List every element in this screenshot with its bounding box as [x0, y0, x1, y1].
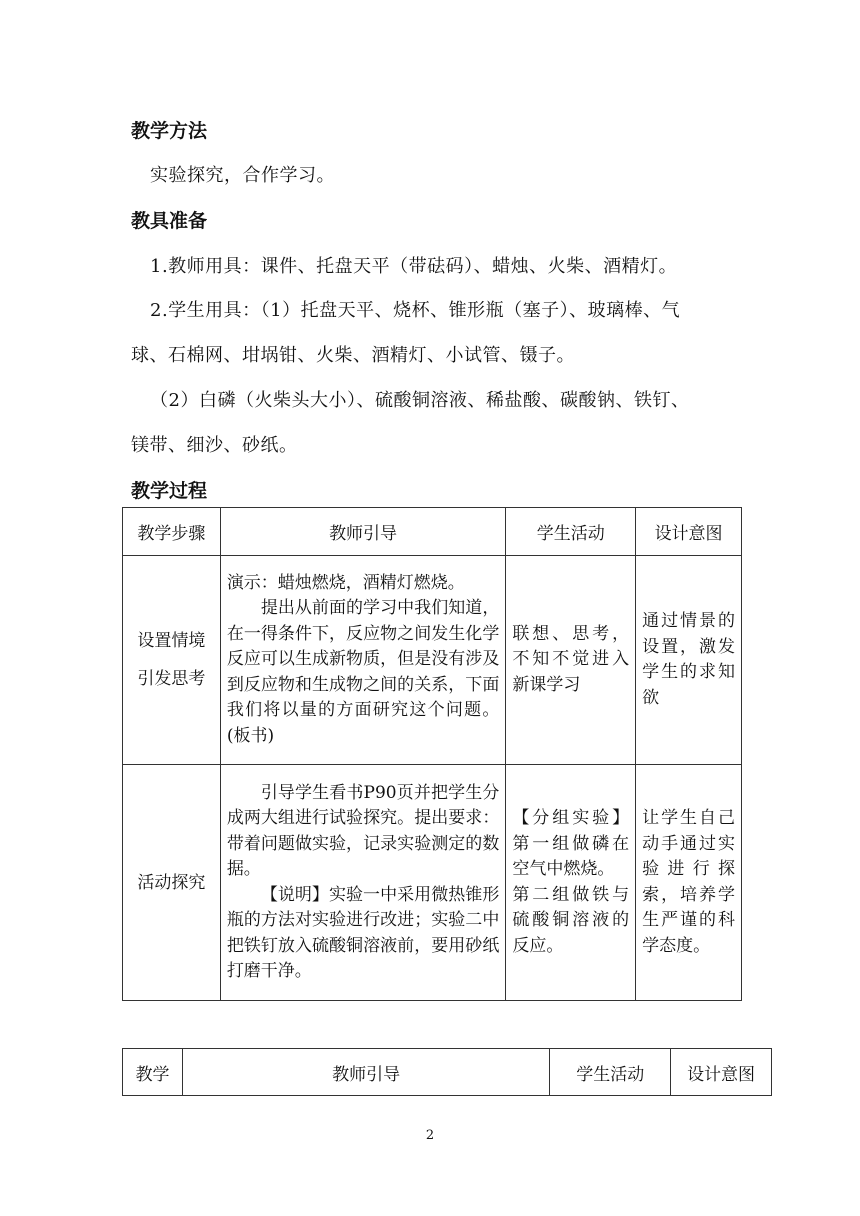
header-intent: 设计意图: [671, 1049, 772, 1096]
header-student: 学生活动: [550, 1049, 671, 1096]
header-intent: 设计意图: [636, 508, 742, 556]
teacher-cell: [220, 556, 506, 765]
page-number: 2: [425, 1128, 435, 1143]
table-header-row: [123, 508, 742, 556]
step-cell: [123, 556, 221, 765]
intent-cell: [636, 556, 742, 765]
table-row: [123, 765, 742, 1001]
tools-line: 球、石棉网、坩埚钳、火柴、酒精灯、小试管、镊子。: [131, 345, 575, 366]
tools-line: 1.教师用具：课件、托盘天平（带砝码）、蜡烛、火柴、酒精灯。: [150, 256, 678, 277]
process-table: [122, 507, 742, 1001]
header-teacher: 教师引导: [220, 508, 506, 556]
step-line: 活动探究: [137, 872, 206, 893]
header-student: 学生活动: [506, 508, 636, 556]
intent-cell: [636, 765, 742, 1001]
table-row: [123, 556, 742, 765]
teacher-text: 【说明】实验一中采用微热锥形瓶的方法对实验进行改进；实验二中把铁钉放入硫酸铜溶液前，要用砂纸打磨干净。: [226, 884, 500, 981]
tools-line: （2）白磷（火柴头大小）、硫酸铜溶液、稀盐酸、碳酸钠、铁钉、: [150, 390, 690, 411]
header-step: 教学步骤: [123, 508, 221, 556]
student-cell: [506, 765, 636, 1001]
methods-text: 实验探究，合作学习。: [150, 165, 335, 186]
teacher-text: 提出从前面的学习中我们知道，在一得条件下，反应物之间发生化学反应可以生成新物质，但是没有涉及到反应物和生成物之间的关系，下面我们将以量的方面研究这个问题。(板书): [226, 598, 500, 746]
process-heading: 教学过程: [131, 480, 208, 502]
student-cell: [506, 556, 636, 765]
step-line: 设置情境: [137, 631, 206, 651]
student-text: 联想、思考，不知不觉进入新课学习: [512, 623, 630, 695]
student-text: 第二组做铁与硫酸铜溶液的反应。: [512, 884, 630, 956]
table-header-row: [123, 1049, 772, 1096]
teacher-cell: [220, 765, 506, 1001]
step-line: 引发思考: [137, 669, 206, 689]
header-step: 教学: [123, 1049, 183, 1096]
methods-heading: 教学方法: [131, 120, 208, 142]
step-cell: [123, 765, 221, 1001]
teacher-text: 引导学生看书P90页并把学生分成两大组进行试验探究。提出要求：带着问题做实验，记录实验测定的数据。: [226, 782, 500, 879]
intent-text: 让学生自己动手通过实验进行探索，培养学生严谨的科学态度。: [642, 808, 735, 956]
header-teacher: 教师引导: [182, 1049, 549, 1096]
intent-text: 通过情景的设置，激发学生的求知欲: [642, 611, 735, 708]
tools-line: 2.学生用具：（1）托盘天平、烧杯、锥形瓶（塞子）、玻璃棒、气: [150, 300, 681, 321]
teacher-text: 演示：蜡烛燃烧，酒精灯燃烧。: [226, 572, 465, 593]
tools-heading: 教具准备: [131, 210, 208, 232]
tools-line: 镁带、细沙、砂纸。: [131, 435, 298, 456]
next-table: [122, 1048, 772, 1096]
student-text: 【分组实验】第一组做磷在空气中燃烧。: [512, 808, 630, 879]
